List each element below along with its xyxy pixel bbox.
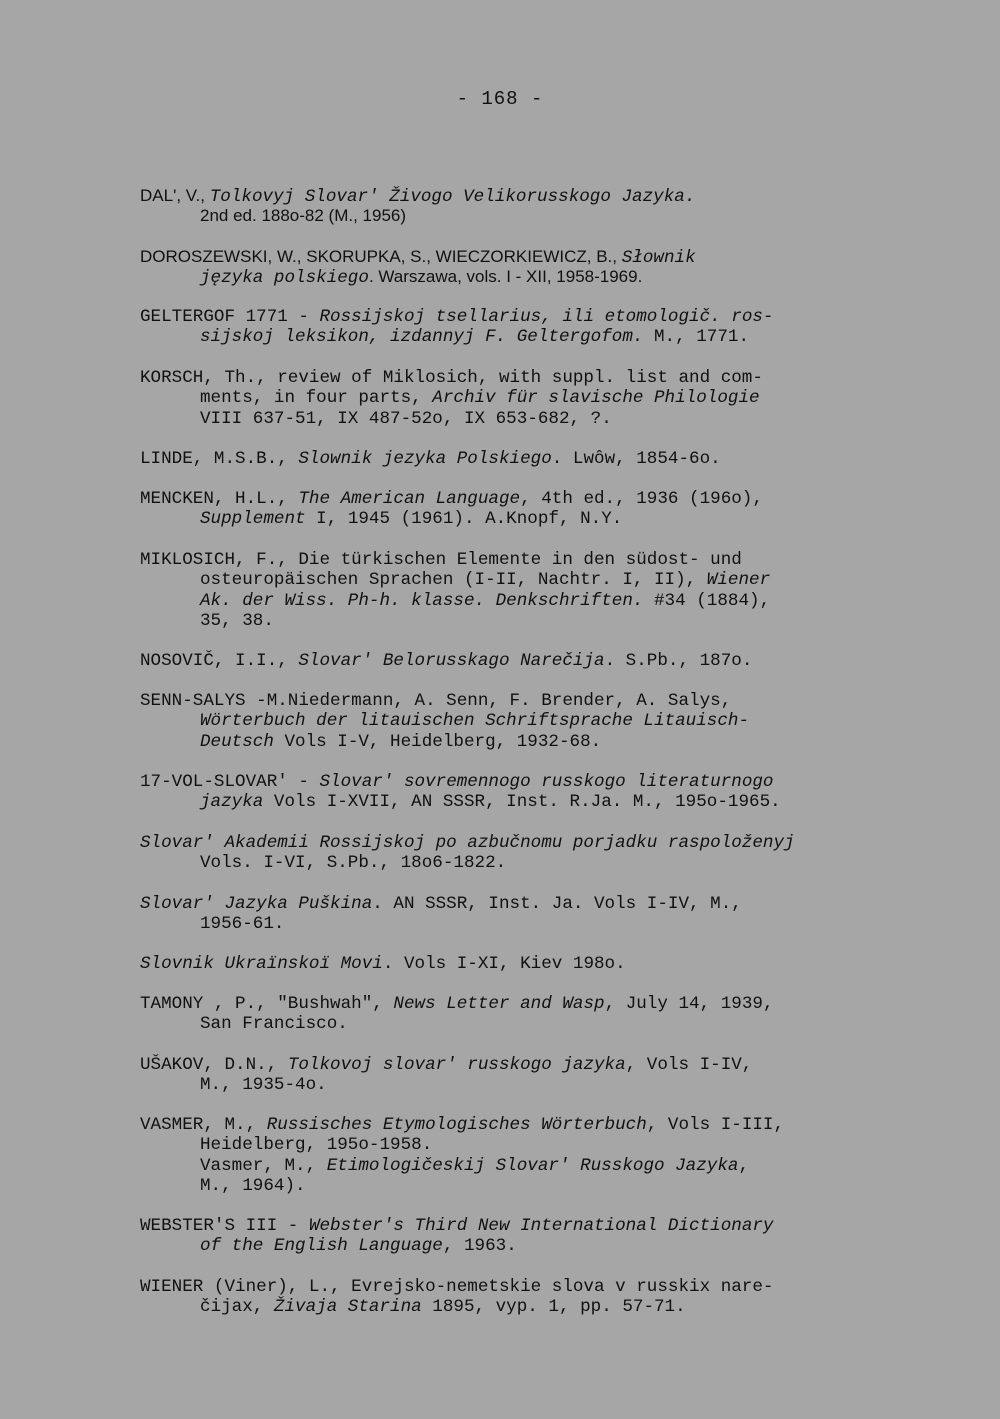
entry-line: [140, 651, 900, 671]
entry-line: [140, 833, 900, 853]
entry-title-text: Wiener: [706, 570, 771, 591]
entry-line: [140, 1176, 900, 1196]
entry-title-text: Supplement: [200, 509, 317, 530]
entry-line: [140, 186, 900, 206]
entry-text: osteuropäischen Sprachen (I-II, Nachtr. I, II),: [200, 570, 707, 591]
entry-text: Vasmer, M.,: [200, 1155, 327, 1176]
entry-title-text: Rossijskoj tsellarius, ili etomologič. ros-: [319, 307, 774, 327]
entry-line: [140, 1236, 900, 1256]
entry-title-text: Slownik jezyka Polskiego: [298, 449, 552, 469]
entry-line: [140, 247, 900, 267]
entry-line: [140, 853, 900, 873]
entry-text: San Francisco.: [200, 1014, 348, 1035]
entry-line: [140, 1156, 900, 1176]
entry-title-text: Slovar' Akademii Rossijskoj po azbučnomu porjadku raspoloženyj: [140, 833, 795, 853]
entry-text: . AN SSSR, Inst. Ja. Vols I-IV, M.,: [372, 894, 742, 914]
entry-line: [140, 894, 900, 914]
entry-text: , 1963.: [442, 1236, 517, 1257]
entry-line: [140, 206, 900, 226]
page-number: - 168 -: [456, 88, 544, 110]
entry-text: DAL', V.,: [140, 186, 210, 205]
entry-text: 1956-61.: [200, 914, 285, 935]
bibliography-entry: [140, 1277, 900, 1318]
entry-text: , Vols I-III,: [646, 1115, 785, 1135]
entry-text: NOSOVIČ, I.I.,: [140, 651, 299, 671]
bibliography-entry: [140, 1055, 900, 1096]
entry-text: I, 1945 (1961). A.Knopf, N.Y.: [316, 509, 623, 530]
bibliography-entry: [140, 368, 900, 429]
entry-title-text: jazyka: [200, 792, 274, 813]
bibliography-entry: [140, 894, 900, 935]
entry-line: [140, 570, 900, 590]
entry-line: [140, 1115, 900, 1135]
entry-text: GELTERGOF 1771 -: [140, 307, 320, 327]
entry-line: [140, 307, 900, 327]
entry-line: [140, 732, 900, 752]
entry-line: [140, 711, 900, 731]
entry-title-text: Archiv für slavische Philologie: [432, 388, 760, 409]
entry-text: Vols I-V, Heidelberg, 1932-68.: [284, 731, 602, 752]
entry-text: M., 1964).: [200, 1175, 306, 1196]
entry-text: , July 14, 1939,: [604, 994, 774, 1014]
entry-text: DOROSZEWSKI, W., SKORUPKA, S., WIECZORKIEWICZ, B.,: [140, 247, 622, 266]
entry-line: [140, 792, 900, 812]
entry-title-text: Webster's Third New International Dictionary: [308, 1216, 774, 1236]
entry-text: , 4th ed., 1936 (196o),: [520, 489, 763, 509]
entry-title-text: Deutsch: [200, 731, 285, 752]
entry-text: M., 1771.: [654, 327, 750, 348]
bibliography-entry: [140, 489, 900, 530]
entry-text: LINDE, M.S.B.,: [140, 449, 299, 469]
entry-text: M., 1935-4o.: [200, 1075, 327, 1096]
entry-title-text: sijskoj leksikon, izdannyj F. Geltergofom.: [200, 327, 654, 348]
entry-title-text: of the English Language: [200, 1236, 443, 1257]
entry-text: WEBSTER'S III -: [140, 1216, 309, 1236]
entry-line: [140, 954, 900, 974]
entry-text: VASMER, M.,: [140, 1115, 267, 1135]
entry-title-text: Etimologičeskij Slovar' Russkogo Jazyka: [326, 1155, 739, 1176]
entry-line: [140, 914, 900, 934]
entry-title-text: The American Language: [298, 489, 521, 509]
entry-title-text: Wörterbuch der litauischen Schriftsprache Litauisch-: [200, 711, 750, 732]
bibliography-entry: [140, 307, 900, 348]
bibliography-entry: [140, 772, 900, 813]
entry-text: WIENER (Viner), L., Evrejsko-nemetskie slova v russkix nare-: [140, 1277, 774, 1297]
entry-text: TAMONY , P., "Bushwah",: [140, 994, 394, 1014]
entry-text: KORSCH, Th., review of Miklosich, with suppl. list and com-: [140, 368, 763, 388]
entry-text: ,: [738, 1155, 750, 1176]
entry-text: čijax,: [200, 1297, 274, 1318]
bibliography-entry: [140, 833, 900, 874]
entry-line: [140, 1055, 900, 1075]
entry-line: [140, 368, 900, 388]
entry-title-text: Russisches Etymologisches Wörterbuch: [266, 1115, 647, 1135]
entry-line: [140, 388, 900, 408]
bibliography-entry: [140, 449, 900, 469]
entry-line: [140, 772, 900, 792]
entry-line: [140, 509, 900, 529]
entry-line: [140, 611, 900, 631]
entry-line: [140, 409, 900, 429]
entry-text: MIKLOSICH, F., Die türkischen Elemente in den südost- und: [140, 550, 742, 570]
entry-line: [140, 1277, 900, 1297]
entry-line: [140, 449, 900, 469]
entry-line: [140, 1014, 900, 1034]
entry-title-text: Tolkovyj Slovar' Živogo Velikorusskogo Jazyka.: [209, 187, 696, 207]
entry-line: [140, 591, 900, 611]
entry-line: [140, 691, 900, 711]
entry-line: [140, 1135, 900, 1155]
bibliography-entry: [140, 1216, 900, 1257]
entry-text: SENN-SALYS -M.Niedermann, A. Senn, F. Brender, A. Salys,: [140, 691, 732, 711]
entry-title-text: Tolkovoj slovar' russkogo jazyka: [287, 1055, 626, 1075]
entry-title-text: Słownik: [621, 248, 696, 268]
entry-text: Vols I-XVII, AN SSSR, Inst. R.Ja. M., 195o-1965.: [273, 792, 781, 813]
bibliography-entry: [140, 994, 900, 1035]
entry-title-text: Slovar' sovremennogo russkogo literaturnogo: [319, 772, 774, 792]
entry-line: [140, 1297, 900, 1317]
entry-text: #34 (1884),: [643, 590, 771, 611]
entry-title-text: News Letter and Wasp: [393, 994, 605, 1014]
entry-text: VIII 637-51, IX 487-52o, IX 653-682, ?.: [200, 408, 612, 429]
entry-title-text: Ak. der Wiss. Ph-h. klasse. Denkschriften.: [200, 590, 644, 611]
entry-text: 17-VOL-SLOVAR' -: [140, 772, 320, 792]
entry-text: 35, 38.: [200, 610, 274, 631]
entry-text: . Lwôw, 1854-6o.: [551, 449, 721, 469]
entry-line: [140, 550, 900, 570]
entry-line: [140, 1075, 900, 1095]
entry-title-text: Živaja Starina: [273, 1297, 433, 1318]
entry-line: [140, 1216, 900, 1236]
entry-text: 2nd ed. 188o-82 (M., 1956): [200, 206, 407, 226]
bibliography-entry: [140, 651, 900, 671]
entry-text: , Vols I-IV,: [625, 1055, 753, 1075]
entry-line: [140, 267, 900, 287]
entry-text: 1895, vyp. 1, pp. 57-71.: [432, 1297, 686, 1318]
bibliography-entry: [140, 1115, 900, 1196]
entry-line: [140, 327, 900, 347]
bibliography-entry: [140, 954, 900, 974]
entry-title-text: Slovar' Jazyka Puškina: [140, 894, 373, 914]
entry-text: . S.Pb., 187o.: [604, 651, 753, 671]
entry-text: MENCKEN, H.L.,: [140, 489, 299, 509]
entry-line: [140, 489, 900, 509]
entry-text: Heidelberg, 195o-1958.: [200, 1135, 433, 1156]
entry-text: . Vols I-XI, Kiev 198o.: [382, 954, 626, 974]
entry-text: UŠAKOV, D.N.,: [140, 1055, 288, 1075]
entry-title-text: języka polskiego: [200, 268, 369, 289]
entry-title-text: Slovnik Ukraïnskoï Movi: [140, 954, 383, 974]
bibliography-entry: [140, 247, 900, 288]
entry-title-text: Slovar' Belorusskago Narečija: [298, 651, 605, 671]
entry-text: Vols. I-VI, S.Pb., 18o6-1822.: [200, 853, 507, 874]
entry-text: . Warszawa, vols. I - XII, 1958-1969.: [368, 267, 643, 287]
entry-line: [140, 994, 900, 1014]
bibliography-entry: [140, 691, 900, 752]
entry-text: ments, in four parts,: [200, 388, 433, 409]
bibliography-entry: [140, 186, 900, 227]
bibliography-entry: [140, 550, 900, 631]
